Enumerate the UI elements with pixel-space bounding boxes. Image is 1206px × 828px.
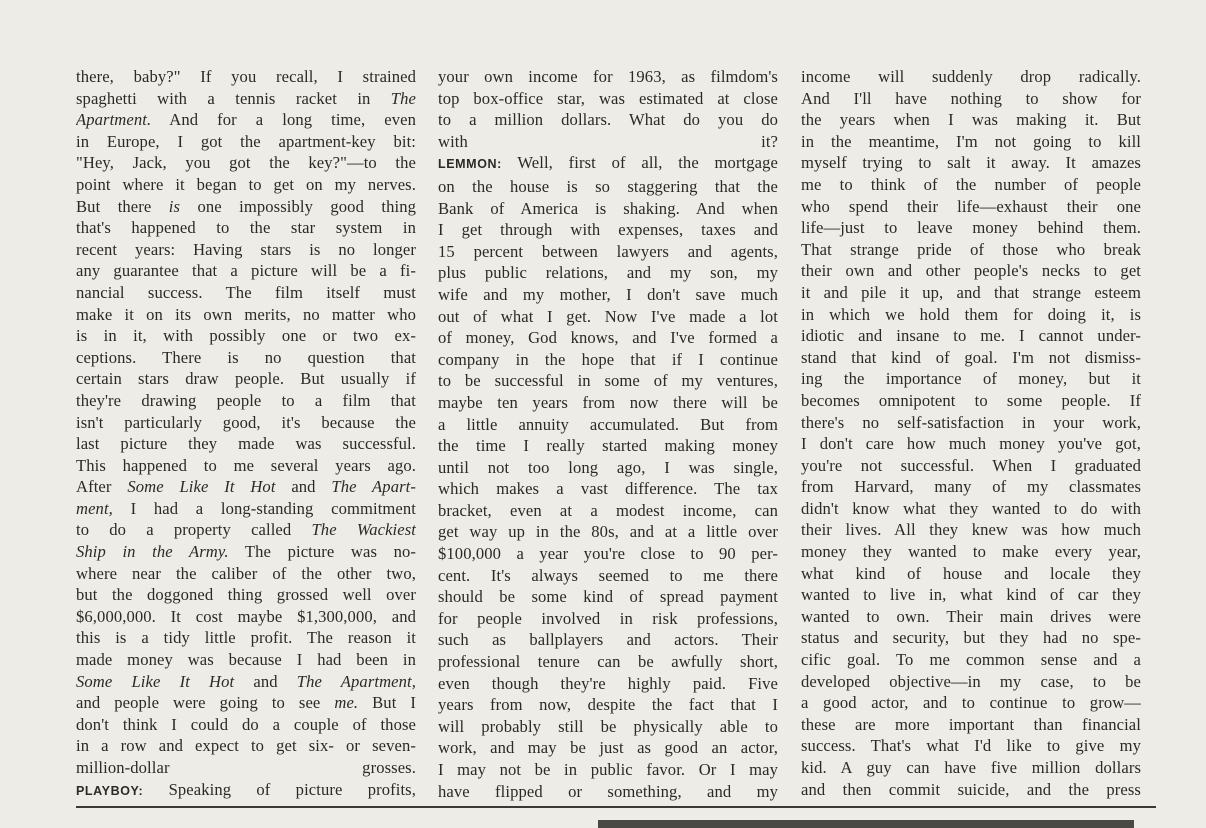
text-line — [801, 671, 1141, 693]
text-run: "Hey, Jack, you got the key?"—to the — [76, 153, 416, 173]
text-line — [76, 66, 416, 88]
text-line — [76, 779, 416, 803]
text-run: make it on its own merits, no matter who — [76, 304, 416, 324]
text-run: success. That's what I'd like to give my — [801, 736, 1141, 756]
italic-title: The — [390, 88, 416, 108]
text-line — [76, 131, 416, 153]
italic-title: is — [168, 196, 181, 216]
text-run: I may not be in public favor. Or I may — [438, 760, 778, 779]
text-line — [76, 757, 416, 779]
text-line — [438, 694, 778, 716]
text-line — [76, 88, 416, 110]
text-run: there, baby?" If you recall, I strained — [76, 67, 416, 86]
text-run: don't think I could do a couple of those — [76, 714, 416, 734]
text-line — [438, 586, 778, 608]
text-run: wanted to own. Their main drives were — [801, 606, 1141, 626]
text-line — [438, 392, 778, 414]
text-line — [801, 325, 1141, 347]
text-line — [801, 131, 1141, 153]
text-line — [438, 109, 778, 131]
text-line — [801, 649, 1141, 671]
text-run: years from now, despite the fact that I — [438, 695, 778, 715]
text-line — [438, 629, 778, 651]
text-run: on the house is so staggering that the — [438, 176, 778, 196]
text-run: from Harvard, many of my classmates — [801, 477, 1141, 497]
text-run: myself trying to salt it away. It amazes — [801, 153, 1141, 173]
text-run: becomes omnipotent to some people. If — [801, 390, 1141, 410]
text-line — [801, 390, 1141, 412]
text-run: they're drawing people to a film that — [76, 390, 416, 410]
text-line — [801, 282, 1141, 304]
text-line — [76, 671, 416, 693]
text-line — [801, 757, 1141, 779]
text-line — [801, 174, 1141, 196]
text-run: me to think of the number of people — [801, 174, 1141, 194]
text-run: any guarantee that a picture will be a fi- — [76, 261, 416, 281]
text-run: Well, first of all, the mortgage — [501, 153, 778, 173]
text-run: in a row and expect to get six- or seven- — [76, 736, 416, 756]
text-run: I don't care how much money you've got, — [801, 434, 1141, 454]
text-line — [438, 198, 778, 220]
text-line — [438, 306, 778, 328]
italic-title: me. — [334, 693, 359, 713]
text-line — [801, 304, 1141, 326]
italic-title: The Apartment, — [296, 671, 416, 691]
text-run: their lives. All they knew was how much — [801, 520, 1141, 540]
text-run: and — [234, 671, 297, 691]
text-run: $100,000 a year you're close to 90 per- — [438, 544, 778, 564]
text-line — [801, 692, 1141, 714]
text-run: you're not successful. When I graduated — [801, 455, 1141, 475]
text-run: professional tenure can be awfully short, — [438, 652, 778, 672]
text-line — [801, 433, 1141, 455]
text-line — [438, 478, 778, 500]
text-run: with it? — [438, 131, 778, 151]
text-column-middle — [438, 66, 778, 802]
text-run: such as ballplayers and actors. Their — [438, 630, 778, 650]
text-run: for people involved in risk professions, — [438, 608, 778, 628]
text-run: made money was because I had been in — [76, 650, 416, 670]
text-run: in which we hold them for doing it, is — [801, 304, 1141, 324]
text-run: get way up in the 80s, and at a little over — [438, 522, 778, 542]
bottom-rule — [76, 806, 1156, 808]
text-line — [76, 152, 416, 174]
text-line — [438, 284, 778, 306]
italic-title: Ship in the Army. — [76, 542, 229, 562]
text-line — [438, 88, 778, 110]
text-line — [438, 608, 778, 630]
text-run: plus public relations, and my son, my — [438, 263, 778, 283]
text-run: 15 percent between lawyers and agents, — [438, 241, 778, 261]
text-run: developed objective—in my case, to be — [801, 671, 1141, 691]
text-run: certain stars draw people. But usually if — [76, 369, 416, 389]
text-line — [801, 584, 1141, 606]
text-line — [76, 304, 416, 326]
text-run: nancial success. The film itself must — [76, 282, 416, 302]
text-run: it and pile it up, and that strange esteem — [801, 282, 1141, 302]
text-run: And for a long time, even — [151, 110, 416, 130]
text-run: even though they're highly paid. Five — [438, 673, 778, 693]
text-run: work, and may be just as good an actor, — [438, 738, 778, 758]
text-line — [76, 239, 416, 261]
text-run: recent years: Having stars is no longer — [76, 239, 416, 259]
text-line — [438, 716, 778, 738]
text-line — [76, 455, 416, 477]
text-run: ceptions. There is no question that — [76, 347, 416, 367]
text-line — [438, 370, 778, 392]
text-line — [801, 735, 1141, 757]
text-line — [76, 692, 416, 714]
text-run: idiotic and insane to me. I cannot under- — [801, 326, 1141, 346]
text-line — [76, 584, 416, 606]
text-line — [438, 241, 778, 263]
text-run: is in it, with possibly one or two ex- — [76, 326, 416, 346]
text-run: I get through with expenses, taxes and — [438, 220, 778, 240]
text-line — [801, 519, 1141, 541]
text-line — [801, 217, 1141, 239]
text-run: their own and other people's necks to get — [801, 261, 1141, 281]
text-line — [801, 196, 1141, 218]
text-run: life—just to leave money behind them. — [801, 218, 1141, 238]
text-line — [438, 521, 778, 543]
text-line — [801, 606, 1141, 628]
text-run: to a million dollars. What do you do — [438, 110, 778, 130]
text-line — [76, 433, 416, 455]
text-run: maybe ten years from now there will be — [438, 392, 778, 412]
text-line — [438, 435, 778, 457]
text-line — [801, 66, 1141, 88]
text-run: isn't particularly good, it's because the — [76, 412, 416, 432]
text-run: should be some kind of spread payment — [438, 587, 778, 607]
text-line — [801, 239, 1141, 261]
text-line — [801, 152, 1141, 174]
text-run: in Europe, I got the apartment-key bit: — [76, 131, 416, 151]
text-line — [438, 176, 778, 198]
text-run: there's no self-satisfaction in your work, — [801, 412, 1141, 432]
text-line — [438, 327, 778, 349]
text-line — [76, 325, 416, 347]
text-column-left — [76, 66, 416, 802]
text-run: until not too long ago, I was single, — [438, 457, 778, 477]
text-run: This happened to me several years ago. — [76, 455, 416, 475]
text-run: top box-office star, was estimated at close — [438, 88, 778, 108]
text-line — [76, 649, 416, 671]
text-line — [438, 673, 778, 695]
text-run: what kind of house and locale they — [801, 563, 1141, 583]
text-run: didn't know what they wanted to do with — [801, 498, 1141, 518]
text-run: and people were going to see — [76, 693, 335, 713]
text-run: and then commit suicide, and the press — [801, 779, 1141, 799]
italic-title: The Wackiest — [311, 520, 416, 540]
text-run: a little annuity accumulated. But from — [438, 414, 778, 434]
text-line — [76, 541, 416, 563]
text-run: which makes a vast difference. The tax — [438, 479, 778, 499]
text-run: but the doggoned thing grossed well over — [76, 585, 416, 605]
text-line — [801, 563, 1141, 585]
text-run: cent. It's always seemed to me there — [438, 565, 778, 585]
text-line — [438, 737, 778, 759]
text-run: the time I really started making money — [438, 436, 778, 456]
text-run: That strange pride of those who break — [801, 239, 1141, 259]
text-line — [801, 368, 1141, 390]
text-line — [76, 735, 416, 757]
text-line — [76, 368, 416, 390]
text-line — [76, 627, 416, 649]
text-run: this is a tidy little profit. The reason it — [76, 628, 416, 648]
text-line — [438, 66, 778, 88]
text-run: will probably still be physically able to — [438, 716, 778, 736]
text-line — [438, 781, 778, 803]
text-line — [76, 217, 416, 239]
text-line — [76, 390, 416, 412]
text-run: one impossibly good thing — [180, 196, 416, 216]
text-run: spaghetti with a tennis racket in — [76, 88, 391, 108]
text-run: But there — [76, 196, 169, 216]
text-column-right — [801, 66, 1141, 800]
text-line — [438, 543, 778, 565]
text-line — [76, 347, 416, 369]
text-run: who spend their life—exhaust their one — [801, 196, 1141, 216]
text-line — [438, 152, 778, 176]
text-line — [76, 412, 416, 434]
text-line — [801, 714, 1141, 736]
text-line — [438, 759, 778, 781]
text-run: of money, God knows, and I've formed a — [438, 328, 778, 348]
text-run: Bank of America is shaking. And when — [438, 198, 778, 218]
text-run: Speaking of picture profits, — [143, 779, 416, 799]
text-run: company in the hope that if I continue — [438, 349, 778, 369]
text-run: have flipped or something, and my — [438, 781, 778, 801]
text-line — [76, 606, 416, 628]
text-run: wanted to live in, what kind of car they — [801, 585, 1141, 605]
text-run: your own income for 1963, as filmdom's — [438, 67, 778, 86]
text-run: to be successful in some of my ventures, — [438, 371, 778, 391]
text-run: that's happened to the star system in — [76, 218, 416, 238]
text-line — [801, 455, 1141, 477]
text-run: to do a property called — [76, 520, 312, 540]
text-line — [801, 412, 1141, 434]
text-run: ing the importance of money, but it — [801, 369, 1141, 389]
text-run: And I'll have nothing to show for — [801, 88, 1141, 108]
text-line — [438, 219, 778, 241]
text-line — [76, 109, 416, 131]
text-line — [801, 347, 1141, 369]
text-line — [801, 541, 1141, 563]
speaker-label: LEMMON: — [438, 157, 502, 172]
text-run: $6,000,000. It cost maybe $1,300,000, and — [76, 606, 416, 626]
text-line — [76, 196, 416, 218]
text-line — [438, 500, 778, 522]
text-line — [801, 627, 1141, 649]
italic-title: ment, — [76, 498, 113, 518]
text-run: out of what I get. Now I've made a lot — [438, 306, 778, 326]
text-run: money they wanted to make every year, — [801, 542, 1141, 562]
italic-title: Apartment. — [76, 110, 152, 130]
text-line — [801, 88, 1141, 110]
text-line — [801, 260, 1141, 282]
text-run: the years when I was making it. But — [801, 110, 1141, 130]
text-run: where near the caliber of the other two, — [76, 563, 416, 583]
text-line — [76, 563, 416, 585]
speaker-label: PLAYBOY: — [76, 783, 144, 798]
italic-title: The Apart- — [331, 477, 416, 497]
text-line — [438, 651, 778, 673]
text-run: a good actor, and to continue to grow— — [801, 693, 1141, 713]
text-line — [438, 414, 778, 436]
text-line — [438, 131, 778, 153]
italic-title: Some Like It Hot — [127, 477, 276, 497]
text-line — [438, 565, 778, 587]
text-run: cific goal. To me common sense and a — [801, 650, 1141, 670]
text-line — [76, 174, 416, 196]
text-line — [76, 519, 416, 541]
text-line — [801, 476, 1141, 498]
text-run: in the meantime, I'm not going to kill — [801, 131, 1141, 151]
text-run: these are more important than financial — [801, 714, 1141, 734]
italic-title: Some Like It Hot — [76, 671, 235, 691]
text-line — [76, 714, 416, 736]
text-run: I had a long-standing commitment — [112, 498, 416, 518]
bottom-rule-thick — [598, 820, 1134, 828]
text-run: million-dollar grosses. — [76, 758, 416, 777]
text-run: income will suddenly drop radically. — [801, 67, 1141, 86]
text-line — [801, 109, 1141, 131]
text-run: last picture they made was successful. — [76, 434, 416, 454]
text-run: But I — [358, 693, 416, 713]
text-run: bracket, even at a modest income, can — [438, 500, 778, 520]
text-run: After — [76, 477, 128, 497]
text-line — [801, 498, 1141, 520]
text-line — [76, 498, 416, 520]
text-line — [76, 476, 416, 498]
text-run: kid. A guy can have five million dollars — [801, 758, 1141, 777]
text-line — [438, 457, 778, 479]
text-line — [801, 779, 1141, 801]
text-run: The picture was no- — [228, 542, 416, 562]
text-run: stand that kind of goal. I'm not dismiss- — [801, 347, 1141, 367]
text-line — [76, 282, 416, 304]
text-run: status and security, but they had no spe- — [801, 628, 1141, 648]
text-run: point where it began to get on my nerves. — [76, 174, 416, 194]
text-run: wife and my mother, I don't save much — [438, 284, 778, 304]
text-line — [76, 260, 416, 282]
text-run: and — [275, 477, 332, 497]
text-line — [438, 349, 778, 371]
text-line — [438, 262, 778, 284]
